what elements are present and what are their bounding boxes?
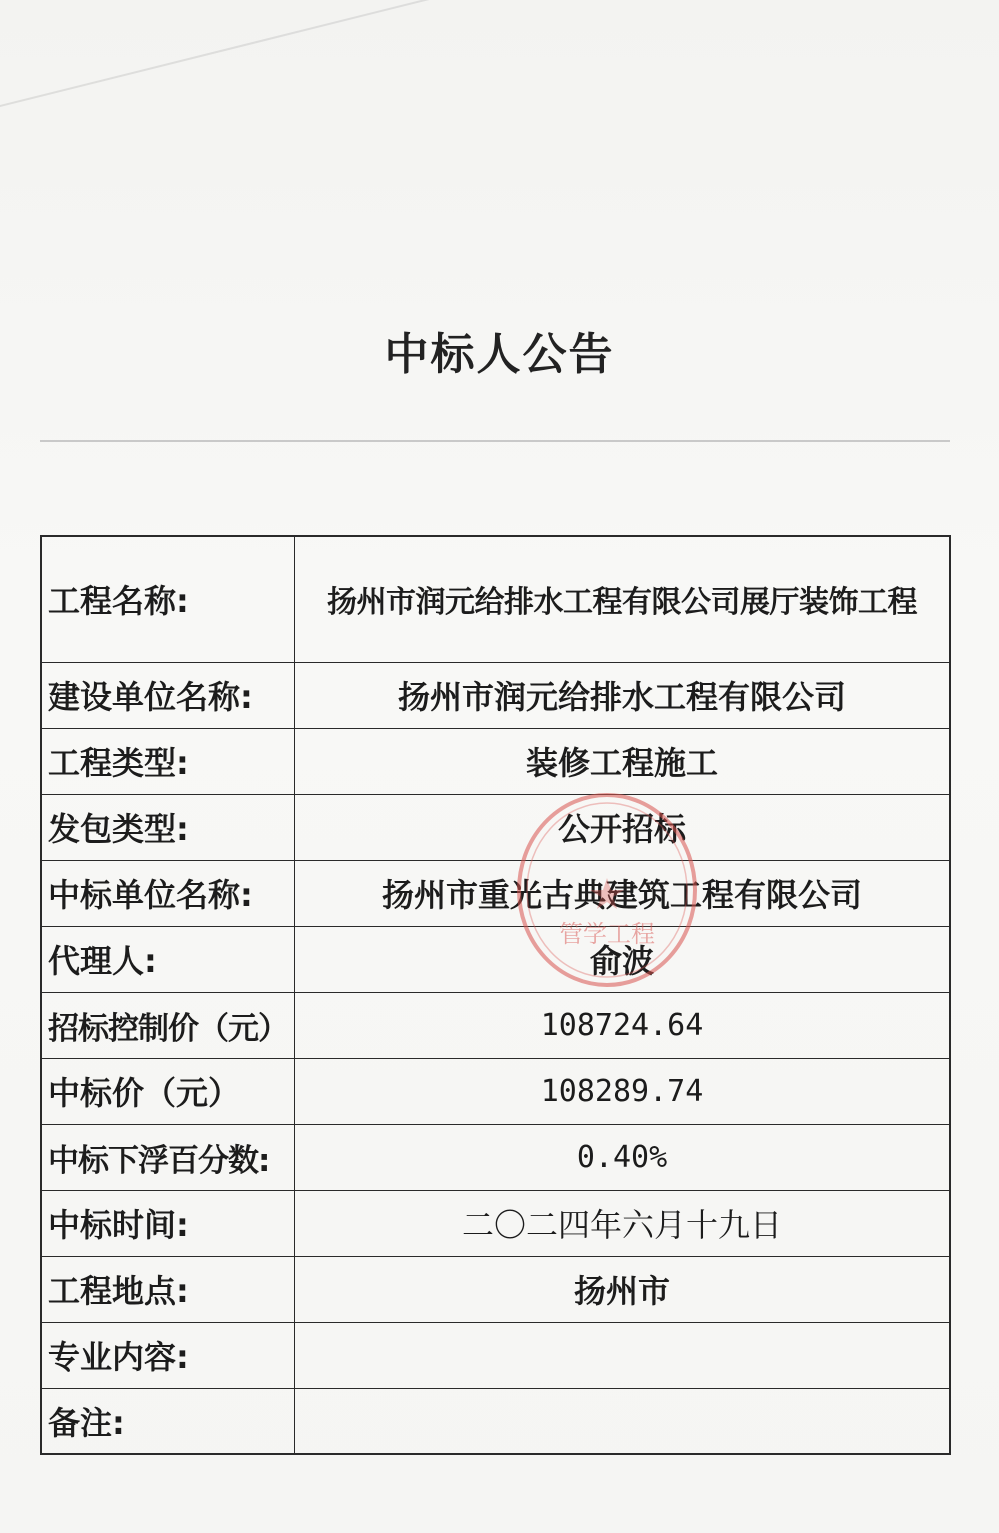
- row-label-bid-price: 中标价（元）: [41, 1058, 295, 1124]
- row-label-winner: 中标单位名称:: [41, 860, 295, 926]
- document-title: 中标人公告: [384, 329, 615, 380]
- row-label-scope: 专业内容:: [41, 1322, 295, 1388]
- table-row-winner: [41, 860, 950, 926]
- table-row-owner: [41, 662, 950, 728]
- table-row-agent: [41, 926, 950, 992]
- row-value-project-name: 扬州市润元给排水工程有限公司展厅装饰工程: [295, 536, 951, 662]
- row-value-winner: 扬州市重光古典建筑工程有限公司: [295, 860, 951, 926]
- row-label-remarks: 备注:: [41, 1388, 295, 1454]
- row-label-location: 工程地点:: [41, 1256, 295, 1322]
- row-value-location: 扬州市: [295, 1256, 951, 1322]
- table-row-project-name: [41, 536, 950, 662]
- row-label-discount: 中标下浮百分数:: [41, 1124, 295, 1190]
- row-value-award-date: 二〇二四年六月十九日: [295, 1190, 951, 1256]
- row-label-control-price: 招标控制价（元）: [41, 992, 295, 1058]
- table-row-tender-type: [41, 794, 950, 860]
- row-value-tender-type: 公开招标: [295, 794, 951, 860]
- table-row-control-price: [41, 992, 950, 1058]
- row-value-control-price: 108724.64: [295, 992, 951, 1058]
- table-row-scope: [41, 1322, 950, 1388]
- row-label-agent: 代理人:: [41, 926, 295, 992]
- table-row-project-type: [41, 728, 950, 794]
- table-row-discount: [41, 1124, 950, 1190]
- row-value-scope: [295, 1322, 951, 1388]
- row-value-owner: 扬州市润元给排水工程有限公司: [295, 662, 951, 728]
- row-value-project-type: 装修工程施工: [295, 728, 951, 794]
- row-label-owner: 建设单位名称:: [41, 662, 295, 728]
- table-row-award-date: [41, 1190, 950, 1256]
- row-label-tender-type: 发包类型:: [41, 794, 295, 860]
- row-label-project-type: 工程类型:: [41, 728, 295, 794]
- table-row-remarks: [41, 1388, 950, 1454]
- title-divider: [40, 440, 950, 442]
- row-label-project-name: 工程名称:: [41, 536, 295, 662]
- row-label-award-date: 中标时间:: [41, 1190, 295, 1256]
- paper-fold-line: [0, 0, 524, 112]
- table-row-location: [41, 1256, 950, 1322]
- row-value-discount: 0.40%: [295, 1124, 951, 1190]
- row-value-bid-price: 108289.74: [295, 1058, 951, 1124]
- award-info-table: [40, 535, 951, 1455]
- table-row-bid-price: [41, 1058, 950, 1124]
- row-value-remarks: [295, 1388, 951, 1454]
- row-value-agent: 俞波: [295, 926, 951, 992]
- seal-text: 管学工程: [559, 920, 655, 948]
